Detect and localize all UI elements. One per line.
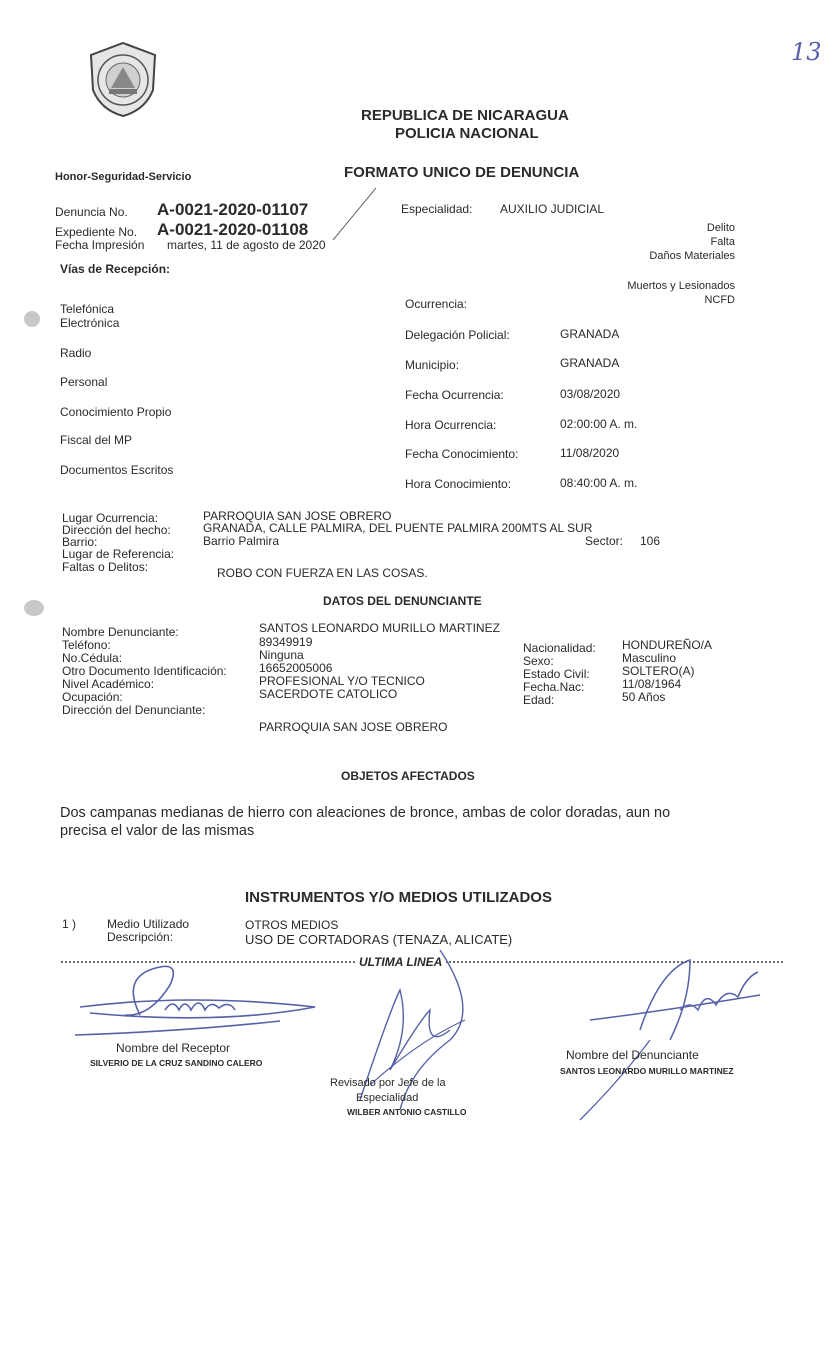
reviewer-title-line1: Revisado por Jefe de la — [330, 1077, 446, 1089]
agency-heading: POLICIA NACIONAL — [395, 125, 539, 142]
edad-label: Edad: — [523, 693, 555, 707]
type-option-danos: Daños Materiales — [649, 250, 735, 262]
fecha-ocurrencia-label: Fecha Ocurrencia: — [405, 388, 504, 402]
receptor-signature — [70, 955, 330, 1045]
objects-heading: OBJETOS AFECTADOS — [341, 769, 475, 783]
page-number: 13 — [791, 38, 822, 66]
delegacion-value: GRANADA — [560, 327, 620, 341]
fecha-nac-value: 11/08/1964 — [622, 677, 682, 691]
faltas-label: Faltas o Delitos: — [62, 560, 149, 574]
sexo-label: Sexo: — [523, 654, 554, 668]
denuncia-label: Denuncia No. — [55, 205, 128, 219]
reception-heading: Vías de Recepción: — [60, 262, 171, 276]
estado-civil-label: Estado Civil: — [523, 667, 590, 681]
medio-value: OTROS MEDIOS — [245, 918, 339, 932]
expediente-label: Expediente No. — [55, 225, 138, 239]
ocupacion-value: SACERDOTE CATOLICO — [259, 687, 398, 701]
nivel-academico-label: Nivel Académico: — [62, 677, 155, 691]
hora-ocurrencia-label: Hora Ocurrencia: — [405, 418, 497, 432]
cedula-label: No.Cédula: — [62, 651, 123, 665]
fecha-ocurrencia-value: 03/08/2020 — [560, 387, 621, 401]
scan-mark — [24, 600, 44, 616]
nombre-denunciante-value: SANTOS LEONARDO MURILLO MARTINEZ — [259, 621, 500, 635]
otro-documento-label: Otro Documento Identificación: — [62, 664, 227, 678]
pen-stroke — [330, 186, 380, 242]
municipio-value: GRANADA — [560, 356, 620, 370]
denunciante-title: Nombre del Denunciante — [566, 1048, 699, 1062]
fecha-impresion-label: Fecha Impresión — [55, 238, 145, 252]
objects-description-line2: precisa el valor de las mismas — [60, 823, 255, 839]
reception-item: Telefónica — [60, 302, 115, 316]
telefono-label: Teléfono: — [62, 638, 111, 652]
lugar-value: PARROQUIA SAN JOSE OBRERO — [203, 509, 392, 523]
estado-civil-value: SOLTERO(A) — [622, 664, 695, 678]
hora-conocimiento-label: Hora Conocimiento: — [405, 477, 512, 491]
descripcion-value: USO DE CORTADORAS (TENAZA, ALICATE) — [245, 932, 513, 947]
edad-value: 50 Años — [622, 690, 666, 704]
reception-item: Fiscal del MP — [60, 433, 133, 447]
objects-description-line1: Dos campanas medianas de hierro con aleaciones de bronce, ambas de color doradas, aun no — [60, 805, 671, 821]
reviewer-name: WILBER ANTONIO CASTILLO — [347, 1107, 467, 1117]
denunciante-name: SANTOS LEONARDO MURILLO MARTINEZ — [560, 1066, 734, 1076]
medio-label: Medio Utilizado — [107, 917, 190, 931]
reception-item: Documentos Escritos — [60, 463, 174, 477]
nombre-denunciante-label: Nombre Denunciante: — [62, 625, 179, 639]
ocupacion-label: Ocupación: — [62, 690, 123, 704]
reviewer-title-line2: Especialidad — [356, 1092, 419, 1104]
form-title: FORMATO UNICO DE DENUNCIA — [344, 164, 580, 181]
sector-value: 106 — [640, 534, 661, 548]
scan-mark — [24, 311, 40, 327]
reception-item: Conocimiento Propio — [60, 405, 172, 419]
expediente-number: A-0021-2020-01108 — [157, 220, 309, 239]
nivel-academico-value: PROFESIONAL Y/O TECNICO — [259, 674, 425, 688]
faltas-value: ROBO CON FUERZA EN LAS COSAS. — [217, 566, 428, 580]
fecha-nac-label: Fecha.Nac: — [523, 680, 585, 694]
especialidad-value: AUXILIO JUDICIAL — [500, 202, 605, 216]
motto: Honor-Seguridad-Servicio — [55, 171, 192, 183]
sexo-value: Masculino — [622, 651, 677, 665]
receptor-title: Nombre del Receptor — [116, 1041, 231, 1055]
denunciante-signature — [560, 950, 780, 1130]
sector-label: Sector: — [585, 534, 624, 548]
type-option-falta: Falta — [710, 236, 735, 248]
reception-item: Radio — [60, 346, 92, 360]
cedula-value: Ninguna — [259, 648, 304, 662]
fecha-conocimiento-value: 11/08/2020 — [560, 446, 620, 460]
receptor-name: SILVERIO DE LA CRUZ SANDINO CALERO — [90, 1058, 263, 1068]
especialidad-label: Especialidad: — [401, 202, 473, 216]
municipio-label: Municipio: — [405, 358, 460, 372]
referencia-label: Lugar de Referencia: — [62, 547, 175, 561]
direccion-denunciante-value: PARROQUIA SAN JOSE OBRERO — [259, 720, 448, 734]
ocurrencia-label: Ocurrencia: — [405, 297, 468, 311]
barrio-label: Barrio: — [62, 535, 98, 549]
instruments-heading: INSTRUMENTOS Y/O MEDIOS UTILIZADOS — [245, 889, 552, 906]
otro-documento-value: 16652005006 — [259, 661, 333, 675]
denuncia-number: A-0021-2020-01107 — [157, 200, 309, 219]
country-heading: REPUBLICA DE NICARAGUA — [361, 107, 569, 124]
hora-ocurrencia-value: 02:00:00 A. m. — [560, 417, 638, 431]
hora-conocimiento-value: 08:40:00 A. m. — [560, 476, 638, 490]
direccion-hecho-label: Dirección del hecho: — [62, 523, 171, 537]
police-seal-logo — [85, 40, 161, 118]
reception-item: Personal — [60, 375, 108, 389]
type-option-delito: Delito — [706, 222, 735, 234]
fecha-conocimiento-label: Fecha Conocimiento: — [405, 447, 519, 461]
complainant-heading: DATOS DEL DENUNCIANTE — [323, 594, 482, 608]
nacionalidad-value: HONDUREÑO/A — [622, 638, 713, 652]
reception-item: Electrónica — [60, 316, 120, 330]
nacionalidad-label: Nacionalidad: — [523, 641, 596, 655]
direccion-hecho-value: GRANADA, CALLE PALMIRA, DEL PUENTE PALMIRA 200MTS AL SUR — [203, 521, 593, 535]
delegacion-label: Delegación Policial: — [405, 328, 510, 342]
barrio-value: Barrio Palmira — [203, 534, 280, 548]
descripcion-label: Descripción: — [107, 930, 174, 944]
instrument-number: 1 ) — [62, 917, 77, 931]
type-option-ncfd: NCFD — [704, 294, 735, 306]
fecha-impresion-value: martes, 11 de agosto de 2020 — [167, 238, 326, 252]
direccion-denunciante-label: Dirección del Denunciante: — [62, 703, 206, 717]
telefono-value: 89349919 — [259, 635, 313, 649]
ultima-linea-label: ULTIMA LINEA — [355, 955, 446, 969]
type-option-muertos: Muertos y Lesionados — [627, 280, 735, 292]
lugar-label: Lugar Ocurrencia: — [62, 511, 159, 525]
